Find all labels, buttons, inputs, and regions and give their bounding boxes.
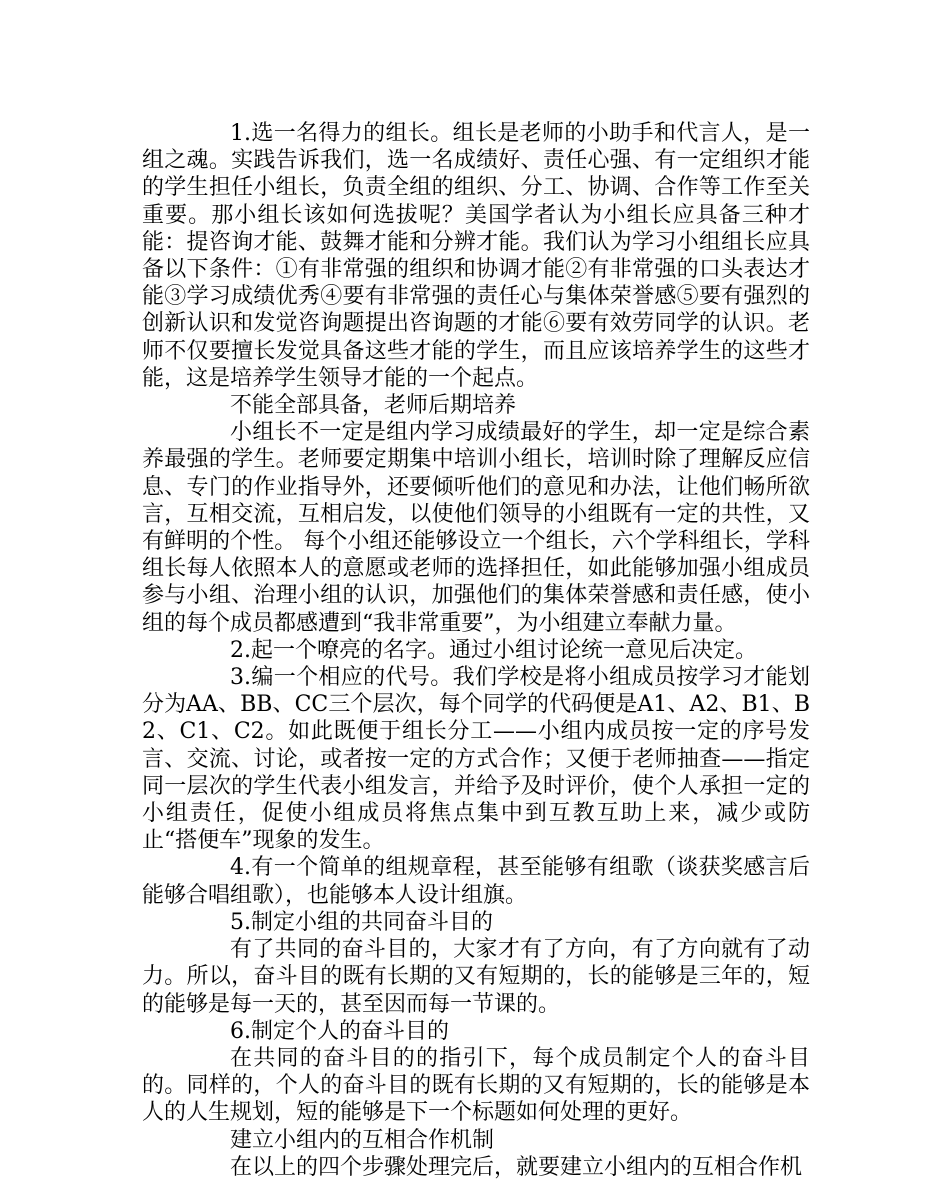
paragraph-group-name: 2.起一个嘹亮的名字。通过小组讨论统一意见后决定。 [230, 637, 757, 663]
paragraph-group-rules: 4.有一个简单的组规章程，甚至能够有组歌（谈获奖感言后能够合唱组歌），也能够本人设计组旗。 [142, 855, 810, 908]
subheading-personal-goal: 6.制定个人的奋斗目的 [230, 1018, 449, 1044]
paragraph-group-leader-selection: 1.选一名得力的组长。组长是老师的小助手和代言人，是一组之魂。实践告诉我们，选一名成绩好、责任心强、有一定组织才能的学生担任小组长，负责全组的组织、分工、协调、合作等工作至关重要。那小组长该如何选拔呢？美国学者认为小组长应具备三种才能：提咨询才能、鼓舞才能和分辨才能。我们认为学习小组组长应具备以下条件：①有非常强的组织和协调才能②有非常强的口头表达才能③学习成绩优秀④要有非常强的责任心与集体荣誉感⑤要有强烈的创新认识和发觉咨询题提出咨询题的才能⑥要有效劳同学的认识。老师不仅要擅长发觉具备这些才能的学生，而且应该培养学生的这些才能，这是培养学生领导才能的一个起点。 [142, 121, 810, 391]
document-page [142, 120, 810, 1181]
paragraph-group-code: 3.编一个相应的代号。我们学校是将小组成员按学习才能划分为AA、BB、CC三个层次，每个同学的代码便是A1、A2、B1、B2、C1、C2。如此既便于组长分工——小组内成员按一定的序号发言、交流、讨论，或者按一定的方式合作；又便于老师抽查——指定同一层次的学生代表小组发言，并给予及时评价，使个人承担一定的小组责任，促使小组成员将焦点集中到互教互助上来，减少或防止“搭便车”现象的发生。 [142, 665, 810, 854]
subheading-cooperation-mechanism: 建立小组内的互相合作机制 [230, 1127, 495, 1153]
subheading-group-goal: 5.制定小组的共同奋斗目的 [230, 909, 493, 935]
paragraph-cooperation-mechanism: 在以上的四个步骤处理完后，就要建立小组内的互相合作机 [230, 1154, 803, 1180]
paragraph-personal-goal: 在共同的奋斗目的的指引下，每个成员制定个人的奋斗目的。同样的，个人的奋斗目的既有长期的又有短期的，长的能够是本人的人生规划，短的能够是下一个标题如何处理的更好。 [142, 1045, 810, 1126]
paragraph-group-leader-training: 小组长不一定是组内学习成绩最好的学生，却一定是综合素养最强的学生。老师要定期集中培训小组长，培训时除了理解反应信息、专门的作业指导外，还要倾听他们的意见和办法，让他们畅所欲言，互相交流，互相启发，以使他们领导的小组既有一定的共性，又有鲜明的个性。 每个小组还能够设立一个组长，六个学科组长，学科组长每人依照本人的意愿或老师的选择担任，如此能够加强小组成员参与小组、治理小组的认识，加强他们的集体荣誉感和责任感，使小组的每个成员都感遭到“我非常重要”，为小组建立奉献力量。 [142, 420, 810, 636]
subheading-later-training: 不能全部具备，老师后期培养 [230, 393, 517, 419]
paragraph-group-goal: 有了共同的奋斗目的，大家才有了方向，有了方向就有了动力。所以，奋斗目的既有长期的又有短期的，长的能够是三年的，短的能够是每一天的，甚至因而每一节课的。 [142, 937, 810, 1017]
